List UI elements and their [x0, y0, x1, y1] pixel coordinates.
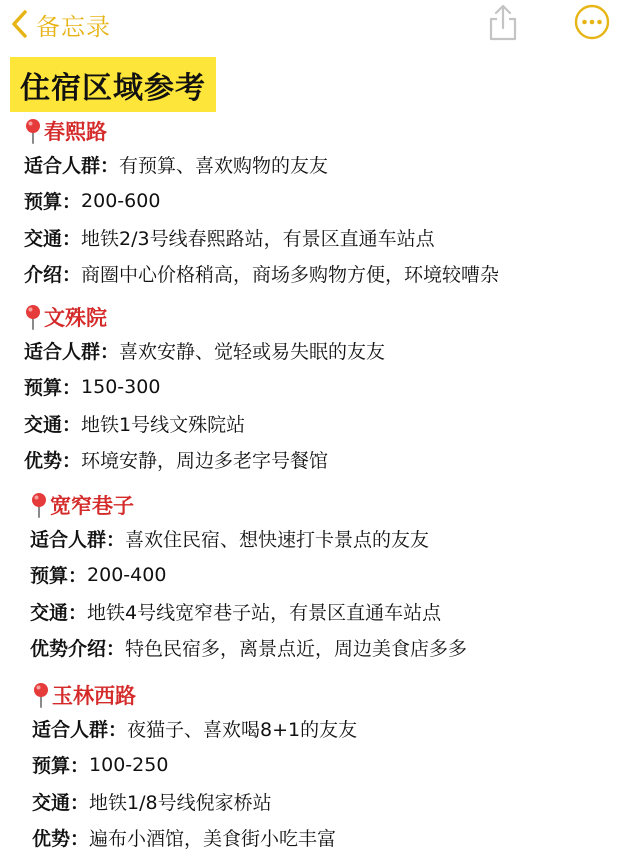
row-value: 地铁1号线文殊院站 — [81, 410, 245, 437]
section-title: 宽窄巷子 — [50, 490, 134, 520]
pushpin-icon — [24, 118, 42, 144]
info-row — [24, 369, 385, 406]
chevron-left-icon — [10, 9, 28, 39]
info-row — [24, 146, 499, 183]
section-wenshu-yuan — [24, 302, 385, 478]
row-value: 地铁1/8号线倪家桥站 — [89, 788, 272, 815]
more-button[interactable] — [574, 4, 610, 40]
section-title: 春熙路 — [44, 116, 107, 146]
row-label: 交通： — [24, 410, 81, 437]
row-value: 遍布小酒馆，美食街小吃丰富 — [89, 824, 336, 851]
row-label: 交通： — [30, 598, 87, 625]
row-value: 环境安静，周边多老字号餐馆 — [81, 446, 328, 473]
pushpin-icon — [32, 682, 50, 708]
section-header — [30, 490, 467, 520]
row-value: 地铁4号线宽窄巷子站，有景区直通车站点 — [87, 598, 441, 625]
note-title: 住宿区域参考 — [20, 63, 206, 107]
row-label: 优势介绍： — [30, 634, 125, 661]
row-label: 交通： — [32, 788, 89, 815]
info-row — [30, 557, 467, 594]
share-icon — [486, 27, 520, 46]
row-label: 交通： — [24, 224, 81, 251]
row-value: 200-600 — [81, 190, 160, 212]
title-highlight — [10, 57, 216, 112]
row-label: 适合人群： — [24, 151, 119, 178]
section-title: 文殊院 — [44, 302, 107, 332]
row-label: 预算： — [32, 751, 89, 778]
pushpin-icon — [30, 492, 48, 518]
row-value: 喜欢安静、觉轻或易失眠的友友 — [119, 337, 385, 364]
row-value: 100-250 — [89, 754, 168, 776]
row-label: 优势： — [32, 824, 89, 851]
back-label: 备忘录 — [36, 7, 111, 42]
row-value: 商圈中心价格稍高，商场多购物方便，环境较嘈杂 — [81, 260, 499, 287]
row-label: 适合人群： — [32, 715, 127, 742]
row-label: 适合人群： — [30, 525, 125, 552]
row-value: 喜欢住民宿、想快速打卡景点的友友 — [125, 525, 429, 552]
row-label: 介绍： — [24, 260, 81, 287]
row-value: 夜猫子、喜欢喝8+1的友友 — [127, 715, 357, 742]
top-bar — [0, 0, 640, 50]
section-chunxi-road — [24, 116, 499, 292]
row-label: 预算： — [30, 561, 87, 588]
info-row — [30, 630, 467, 667]
section-header — [32, 680, 357, 710]
info-row — [32, 710, 357, 747]
info-row — [30, 593, 467, 630]
info-row — [30, 520, 467, 557]
info-row — [24, 332, 385, 369]
row-label: 预算： — [24, 187, 81, 214]
info-row — [24, 256, 499, 293]
info-row — [24, 183, 499, 220]
row-label: 优势： — [24, 446, 81, 473]
row-value: 150-300 — [81, 376, 160, 398]
info-row — [24, 442, 385, 479]
row-label: 适合人群： — [24, 337, 119, 364]
section-kuanzhai-alley — [30, 490, 467, 666]
section-header — [24, 302, 385, 332]
section-title: 玉林西路 — [52, 680, 136, 710]
row-value: 200-400 — [87, 564, 166, 586]
pushpin-icon — [24, 304, 42, 330]
info-row — [32, 747, 357, 784]
info-row — [24, 219, 499, 256]
row-value: 有预算、喜欢购物的友友 — [119, 151, 328, 178]
back-button[interactable] — [10, 6, 111, 42]
row-label: 预算： — [24, 373, 81, 400]
share-button[interactable] — [486, 4, 520, 42]
info-row — [32, 783, 357, 820]
info-row — [32, 820, 357, 856]
info-row — [24, 405, 385, 442]
row-value: 特色民宿多，离景点近，周边美食店多多 — [125, 634, 467, 661]
row-value: 地铁2/3号线春熙路站，有景区直通车站点 — [81, 224, 435, 251]
section-yulin-west-road — [32, 680, 357, 856]
section-header — [24, 116, 499, 146]
more-icon — [574, 25, 610, 44]
